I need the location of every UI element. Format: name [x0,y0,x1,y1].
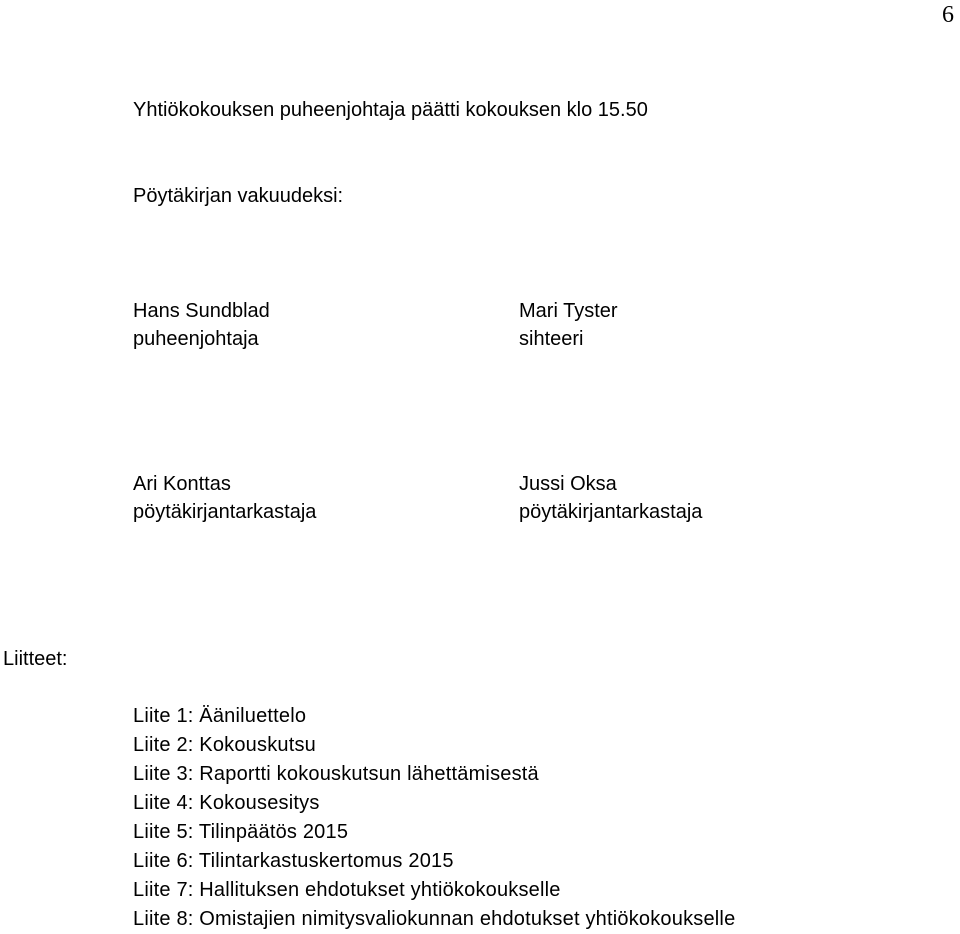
list-item: Liite 4: Kokousesitys [133,792,320,814]
signature-secretary [519,297,618,353]
list-item: Liite 6: Tilintarkastuskertomus 2015 [133,850,454,872]
signature-name: Ari Konttas [133,473,231,495]
signature-role: sihteeri [519,328,584,350]
list-item: Liite 1: Ääniluettelo [133,705,307,727]
signature-examiner-1 [133,470,316,526]
list-item: Liite 5: Tilinpäätös 2015 [133,821,349,843]
signature-chairman [133,297,270,353]
signature-role: pöytäkirjantarkastaja [133,501,317,523]
signature-name: Hans Sundblad [133,300,270,322]
attachments-list [133,702,735,934]
list-item: Liite 7: Hallituksen ehdotukset yhtiökokoukselle [133,879,561,901]
signature-role: pöytäkirjantarkastaja [519,501,703,523]
signature-examiner-2 [519,470,702,526]
signature-intro: Pöytäkirjan vakuudeksi: [133,185,344,207]
closing-statement: Yhtiökokouksen puheenjohtaja päätti kokouksen klo 15.50 [133,99,648,121]
list-item: Liite 8: Omistajien nimitysvaliokunnan ehdotukset yhtiökokoukselle [133,908,736,930]
list-item: Liite 2: Kokouskutsu [133,734,316,756]
signature-name: Jussi Oksa [519,473,617,495]
signature-role: puheenjohtaja [133,328,259,350]
list-item: Liite 3: Raportti kokouskutsun lähettämisestä [133,763,539,785]
signature-name: Mari Tyster [519,300,618,322]
attachments-heading: Liitteet: [3,648,68,670]
page-number: 6 [942,2,954,28]
